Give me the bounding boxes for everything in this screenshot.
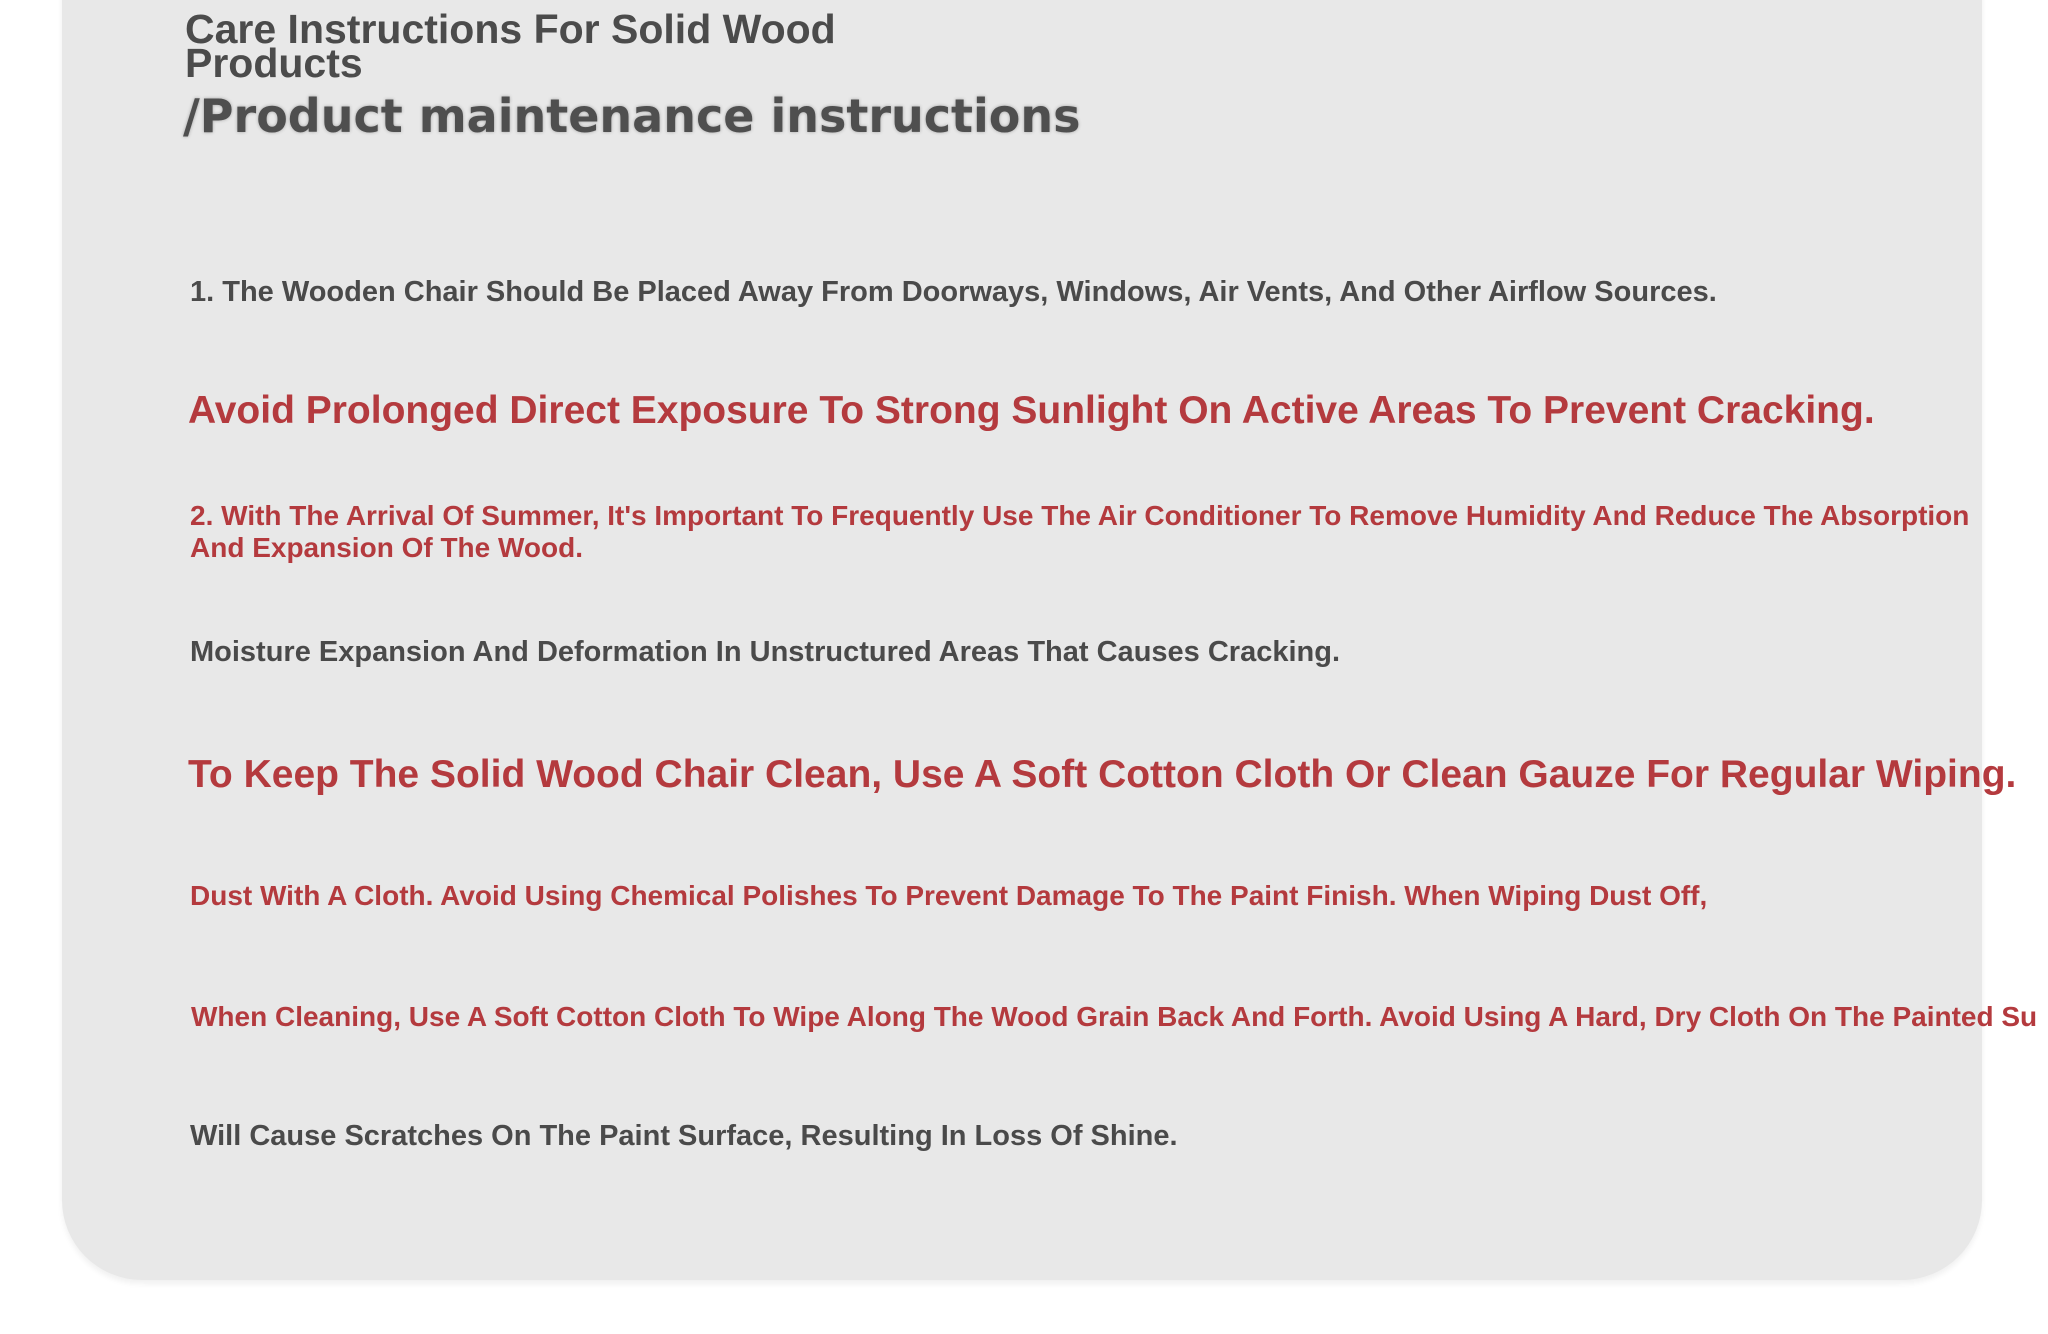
instruction-line-2: Avoid Prolonged Direct Exposure To Strong Sunlight On Active Areas To Prevent Cracking. [188,389,1875,432]
instruction-line-3: 2. With The Arrival Of Summer, It's Important To Frequently Use The Air Conditioner To Remove Humidity And Reduce The Absorption And Expansion Of The Wood. [190,500,1970,563]
instruction-line-4: Moisture Expansion And Deformation In Unstructured Areas That Causes Cracking. [190,636,1341,668]
page-subtitle: /Product maintenance instructions [183,89,1081,143]
instruction-line-6: Dust With A Cloth. Avoid Using Chemical Polishes To Prevent Damage To The Paint Finish. When Wiping Dust Off, [190,880,1708,911]
instruction-line-5: To Keep The Solid Wood Chair Clean, Use A Soft Cotton Cloth Or Clean Gauze For Regular Wiping. [188,753,2017,796]
instruction-line-8: Will Cause Scratches On The Paint Surface, Resulting In Loss Of Shine. [190,1120,1178,1152]
page-title: Care Instructions For Solid Wood Products [185,6,836,86]
instruction-line-1: 1. The Wooden Chair Should Be Placed Away From Doorways, Windows, Air Vents, And Other Airflow Sources. [190,276,1717,308]
instruction-line-7: When Cleaning, Use A Soft Cotton Cloth To Wipe Along The Wood Grain Back And Forth. Avoid Using A Hard, Dry Cloth On The Painted Su [191,1001,2038,1032]
